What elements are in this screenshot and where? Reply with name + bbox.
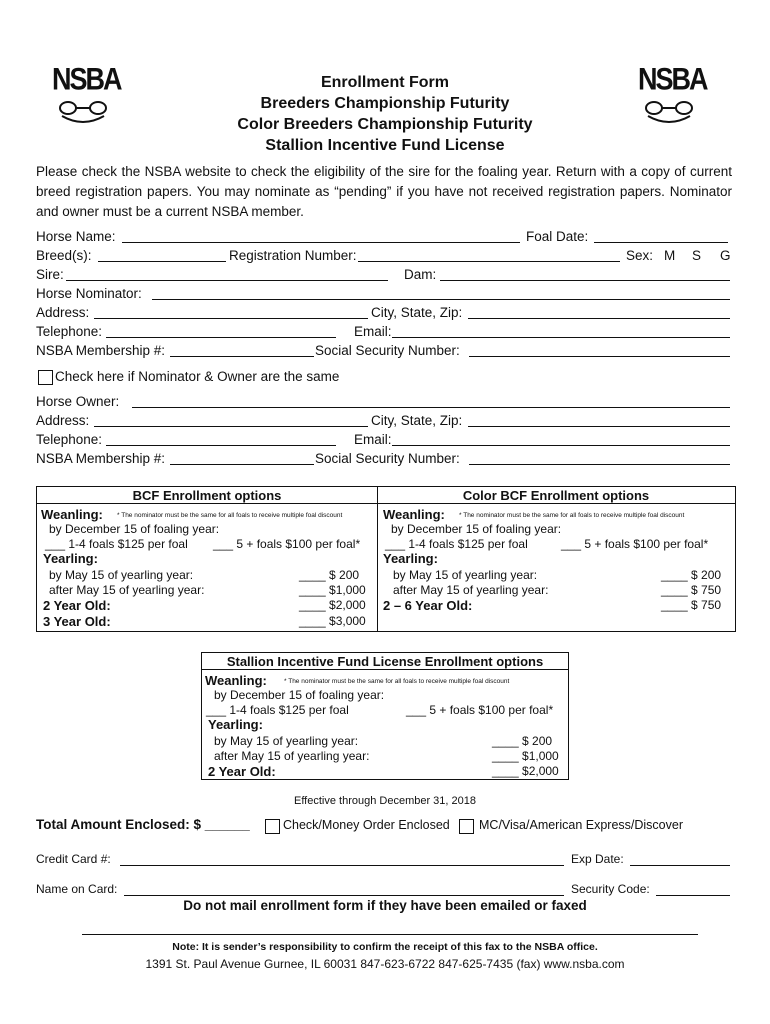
enrollment-options-box xyxy=(36,486,736,632)
sif-option-2[interactable]: ___ 5 + foals $100 per foal* xyxy=(406,703,554,717)
sif-two-year: 2 Year Old: xyxy=(208,764,276,779)
address-label: Address: xyxy=(36,413,90,428)
check-money-order-checkbox[interactable] xyxy=(265,819,280,834)
bcf-after-may: after May 15 of yearling year: xyxy=(49,583,205,597)
city-label: City, State, Zip: xyxy=(371,413,463,428)
owner-label: Horse Owner: xyxy=(36,394,120,409)
city-label: City, State, Zip: xyxy=(371,305,463,320)
intro-text: Please check the NSBA website to check the eligibility of the sire for the foaling year. Return with a copy of current breed registration papers. You may nominate as “pending” if you have not received registration papers. Nominator and owner must be a current NSBA member. xyxy=(36,164,732,219)
name-on-card-label: Name on Card: xyxy=(36,882,118,896)
address-label: Address: xyxy=(36,305,90,320)
breed-row xyxy=(36,248,732,267)
sif-weanling: Weanling: xyxy=(205,673,267,688)
sif-option-1[interactable]: ___ 1-4 foals $125 per foal xyxy=(206,703,349,717)
column-divider xyxy=(377,487,378,631)
footer-address: 1391 St. Paul Avenue Gurnee, IL 60031 847-623-6722 847-625-7435 (fax) www.nsba.com xyxy=(145,957,625,971)
nominator-membership-row xyxy=(36,343,732,362)
sif-note: * The nominator must be the same for all foals to receive multiple foal discount xyxy=(284,678,510,685)
nominator-label: Horse Nominator: xyxy=(36,286,142,301)
mail-warning: Do not mail enrollment form if they have been emailed or faxed xyxy=(183,898,587,913)
total-amount-label: Total Amount Enclosed: $ ______ xyxy=(36,817,250,832)
same-checkbox[interactable] xyxy=(38,370,53,385)
color-bcf-option-1[interactable]: ___ 1-4 foals $125 per foal xyxy=(385,537,528,551)
email-label: Email: xyxy=(354,432,392,447)
bcf-price-three[interactable]: ____ $3,000 xyxy=(299,614,366,628)
title-line: Color Breeders Championship Futurity xyxy=(237,116,533,133)
nominator-address-row xyxy=(36,305,732,324)
sif-price-after[interactable]: ____ $1,000 xyxy=(492,749,559,763)
owner-membership-row xyxy=(36,451,732,470)
nominator-address-field[interactable] xyxy=(94,305,368,319)
registration-label: Registration Number: xyxy=(229,248,357,263)
check-money-order-label: Check/Money Order Enclosed xyxy=(283,818,450,832)
owner-ssn-field[interactable] xyxy=(469,451,730,465)
bcf-option-1[interactable]: ___ 1-4 foals $125 per foal xyxy=(45,537,188,551)
sif-yearling: Yearling: xyxy=(208,717,263,732)
horse-name-row xyxy=(36,229,732,248)
header-divider xyxy=(202,669,568,670)
sif-price-may[interactable]: ____ $ 200 xyxy=(492,734,553,748)
sire-row xyxy=(36,267,732,286)
color-bcf-yearling: Yearling: xyxy=(383,551,438,566)
owner-city-field[interactable] xyxy=(468,413,730,427)
breeds-field[interactable] xyxy=(98,248,226,262)
email-label: Email: xyxy=(354,324,392,339)
telephone-label: Telephone: xyxy=(36,432,103,447)
nominator-membership-field[interactable] xyxy=(170,343,314,357)
breeds-label: Breed(s): xyxy=(36,248,92,263)
owner-membership-field[interactable] xyxy=(170,451,314,465)
ssn-label: Social Security Number: xyxy=(315,343,460,358)
nsba-logo-right xyxy=(638,61,707,130)
color-bcf-weanling: Weanling: xyxy=(383,507,445,522)
horseshoe-icon xyxy=(638,61,707,130)
owner-field[interactable] xyxy=(132,394,730,408)
nominator-ssn-field[interactable] xyxy=(469,343,730,357)
title-line: Enrollment Form xyxy=(320,74,449,91)
bcf-price-may[interactable]: ____ $ 200 xyxy=(299,568,360,582)
bcf-weanling: Weanling: xyxy=(41,507,103,522)
color-bcf-by-may: by May 15 of yearling year: xyxy=(393,568,538,582)
bcf-option-2[interactable]: ___ 5 + foals $100 per foal* xyxy=(213,537,361,551)
footer-divider xyxy=(82,934,698,935)
header-divider xyxy=(37,503,735,504)
credit-card-checkbox[interactable] xyxy=(459,819,474,834)
bcf-three-year: 3 Year Old: xyxy=(43,614,111,629)
color-bcf-six-year: 2 – 6 Year Old: xyxy=(383,598,473,613)
sire-label: Sire: xyxy=(36,267,64,282)
exp-date-field[interactable] xyxy=(630,852,730,866)
sif-price-two[interactable]: ____ $2,000 xyxy=(492,764,559,778)
nominator-row xyxy=(36,286,732,305)
color-bcf-price-after[interactable]: ____ $ 750 xyxy=(661,583,722,597)
nominator-email-field[interactable] xyxy=(392,324,730,338)
ssn-label: Social Security Number: xyxy=(315,451,460,466)
owner-telephone-field[interactable] xyxy=(106,432,336,446)
owner-address-field[interactable] xyxy=(94,413,368,427)
same-check-row xyxy=(36,369,732,388)
bcf-header: BCF Enrollment options xyxy=(132,488,282,503)
sex-g-option[interactable]: G xyxy=(720,248,731,263)
bcf-by-may: by May 15 of yearling year: xyxy=(49,568,194,582)
bcf-note: * The nominator must be the same for all foals to receive multiple foal discount xyxy=(117,512,343,519)
security-code-label: Security Code: xyxy=(571,882,650,896)
title-line: Breeders Championship Futurity xyxy=(260,95,510,112)
same-check-label: Check here if Nominator & Owner are the same xyxy=(55,369,340,384)
credit-card-type-label: MC/Visa/American Express/Discover xyxy=(479,818,683,832)
cc-number-field[interactable] xyxy=(120,852,564,866)
sire-field[interactable] xyxy=(66,267,388,281)
telephone-label: Telephone: xyxy=(36,324,103,339)
color-bcf-note: * The nominator must be the same for all foals to receive multiple foal discount xyxy=(459,512,685,519)
nominator-field[interactable] xyxy=(152,286,730,300)
horse-name-field[interactable] xyxy=(122,229,520,243)
owner-email-field[interactable] xyxy=(392,432,730,446)
membership-label: NSBA Membership #: xyxy=(36,451,166,466)
color-bcf-after-may: after May 15 of yearling year: xyxy=(393,583,549,597)
bcf-two-year: 2 Year Old: xyxy=(43,598,111,613)
form-title xyxy=(150,72,620,156)
security-code-field[interactable] xyxy=(656,882,730,896)
horseshoe-icon xyxy=(52,61,121,130)
nominator-telephone-row xyxy=(36,324,732,343)
color-bcf-header: Color BCF Enrollment options xyxy=(462,488,650,503)
sif-header: Stallion Incentive Fund License Enrollment options xyxy=(226,654,544,669)
color-bcf-price-six[interactable]: ____ $ 750 xyxy=(661,598,722,612)
logo-text: NSBA xyxy=(52,61,121,97)
owner-row xyxy=(36,394,732,413)
sif-after-may: after May 15 of yearling year: xyxy=(214,749,370,763)
cc-number-label: Credit Card #: xyxy=(36,852,111,866)
dam-field[interactable] xyxy=(440,267,730,281)
dam-label: Dam: xyxy=(404,267,437,282)
nominator-telephone-field[interactable] xyxy=(106,324,336,338)
logo-text: NSBA xyxy=(638,61,707,97)
nominator-city-field[interactable] xyxy=(468,305,730,319)
foal-date-field[interactable] xyxy=(594,229,728,243)
sif-by-dec: by December 15 of foaling year: xyxy=(214,688,385,702)
name-on-card-field[interactable] xyxy=(124,882,564,896)
footer-note: Note: It is sender’s responsibility to confirm the receipt of this fax to the NSBA office. xyxy=(172,941,598,953)
registration-field[interactable] xyxy=(358,248,620,262)
color-bcf-price-may[interactable]: ____ $ 200 xyxy=(661,568,722,582)
title-line: Stallion Incentive Fund License xyxy=(265,137,505,154)
sex-s-option[interactable]: S xyxy=(692,248,702,263)
foal-date-label: Foal Date: xyxy=(526,229,589,244)
bcf-by-dec: by December 15 of foaling year: xyxy=(49,522,220,536)
membership-label: NSBA Membership #: xyxy=(36,343,166,358)
owner-address-row xyxy=(36,413,732,432)
sex-label: Sex: xyxy=(626,248,654,263)
horse-name-label: Horse Name: xyxy=(36,229,116,244)
sif-by-may: by May 15 of yearling year: xyxy=(214,734,359,748)
bcf-price-two[interactable]: ____ $2,000 xyxy=(299,598,366,612)
sif-options-box xyxy=(201,652,569,780)
owner-telephone-row xyxy=(36,432,732,451)
exp-date-label: Exp Date: xyxy=(571,852,624,866)
color-bcf-by-dec: by December 15 of foaling year: xyxy=(391,522,562,536)
sex-m-option[interactable]: M xyxy=(664,248,676,263)
effective-date: Effective through December 31, 2018 xyxy=(293,795,477,807)
color-bcf-option-2[interactable]: ___ 5 + foals $100 per foal* xyxy=(561,537,709,551)
bcf-price-after[interactable]: ____ $1,000 xyxy=(299,583,366,597)
bcf-yearling: Yearling: xyxy=(43,551,98,566)
nsba-logo-left xyxy=(52,61,121,130)
